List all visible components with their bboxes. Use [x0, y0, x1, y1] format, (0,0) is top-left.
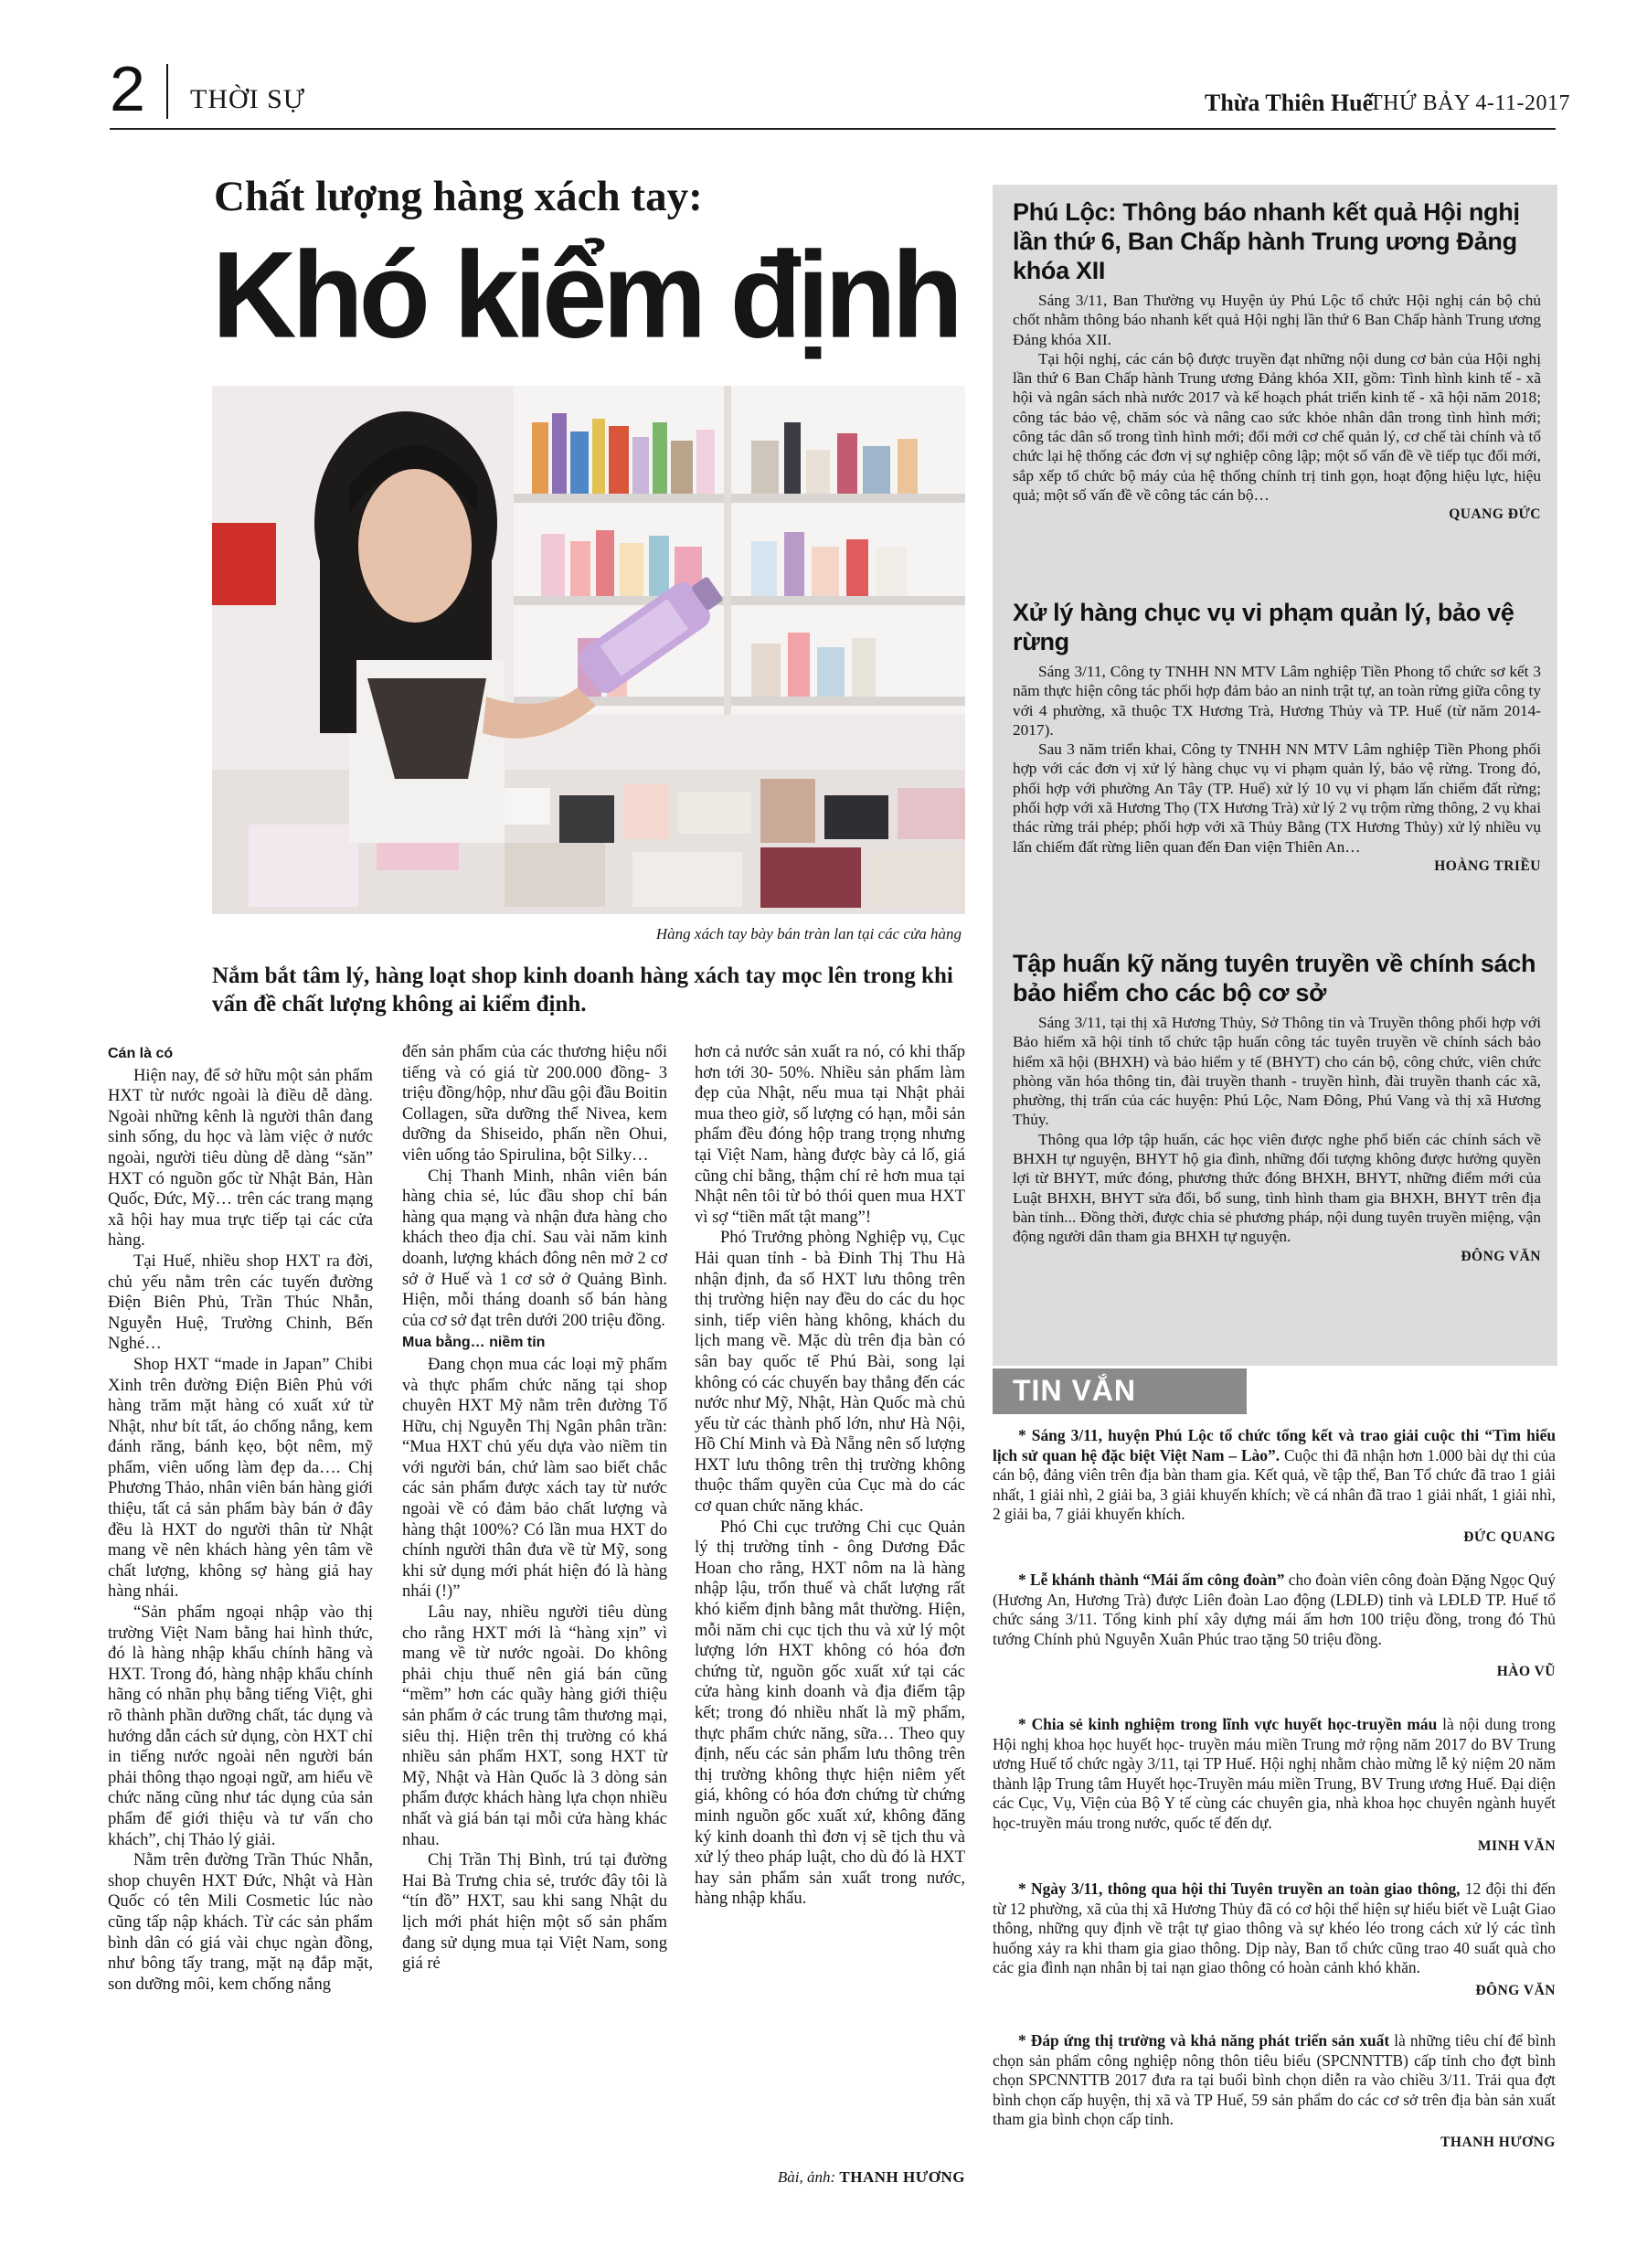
tin-van-item — [993, 1571, 1556, 1682]
article-byline — [695, 2168, 965, 2187]
item-text: Cuộc thi đã nhận hơn 1.000 bài dự thi của cán bộ, đảng viên trên địa bàn tham gia. Kết quả, về tập thể, Ban Tổ chức đã trao 1 giải nhất, 1 giải nhì, 2 giải ba, 3 giải khuyến khích; về cá nhân đã trao 1 giải nhất, 1 giải nhì, 2 giải ba, 7 giải khuyến khích. — [993, 1445, 1556, 1524]
article-sapo: Nắm bắt tâm lý, hàng loạt shop kinh doanh hàng xách tay mọc lên trong khi vấn đề chất lượng không ai kiểm định. — [212, 964, 953, 1017]
tin-van-item — [993, 2031, 1556, 2153]
subheading: Mua bằng… niềm tin — [402, 1335, 546, 1351]
tin-van-item — [993, 1879, 1556, 2001]
article-column-2 — [402, 1042, 667, 1975]
brief-author: ĐÔNG VĂN — [1461, 1248, 1541, 1264]
brief-paragraph: Sau 3 năm triển khai, Công ty TNHH NN MTV Lâm nghiệp Tiền Phong phối hợp với các đơn vị xử lý hàng chục vụ vi phạm quản lý, bảo vệ rừng. Trong đó, phối hợp với phường An Tây (TP. Huế) xử lý 10 vụ vi phạm lấn chiếm đất rừng; phối hợp với xã Hương Thọ (TX Hương Trà) xử lý 2 vụ trộm rừng thông, 2 vụ khai thác rừng trái phép; phối hợp với xã Thủy Bằng (TX Hương Thủy) xử lý nhiều vụ lấn chiếm đất rừng liên quan đến Đan viện Thiên An… — [1013, 740, 1541, 856]
issue-date: THỨ BẢY 4-11-2017 — [1369, 91, 1570, 115]
paragraph: đến sản phẩm của các thương hiệu nổi tiếng và có giá từ 200.000 đồng- 3 triệu đồng/hộp, như dầu gội đầu Boitin Collagen, sữa dưỡng thể Nivea, kem dưỡng da Shiseido, phấn nền Ohui, viên uống tảo Spirulina, bột Silky… — [402, 1042, 667, 1165]
paragraph: “Sản phẩm ngoại nhập vào thị trường Việt Nam bằng hai hình thức, đó là hàng nhập khẩu chính hãng và HXT. Trong đó, hàng nhập khẩu chính hãng có nhãn phụ bằng tiếng Việt, ghi rõ thành phần dưỡng chất, tác dụng và hướng dẫn cách sử dụng, còn HXT chỉ in tiếng nước ngoài nên người bán phải thông thạo ngoại ngữ, am hiểu về chức năng cũng như tác dụng của sản phẩm để giới thiệu và tư vấn cho khách”, chị Thảo lý giải. — [108, 1603, 373, 1849]
byline-author: THANH HƯƠNG — [839, 2168, 965, 2186]
brief-author: HOÀNG TRIỀU — [1434, 857, 1541, 874]
item-lead: * Chia sẻ kinh nghiệm trong lĩnh vực huyết học-truyền máu — [1018, 1715, 1438, 1733]
brief-author: QUANG ĐỨC — [1449, 506, 1541, 523]
paragraph: Phó Trưởng phòng Nghiệp vụ, Cục Hải quan tỉnh - bà Đinh Thị Thu Hà nhận định, đa số HXT lưu thông trên thị trường hiện nay đều do các du học sinh, tiếp viên hàng không, khách du lịch mang về. Mặc dù trên địa bàn có sân bay quốc tế Phú Bài, song lại không có các chuyến bay thẳng đến các nước như Mỹ, Nhật, Hàn Quốc mà chủ yếu từ các thành phố lớn, như Hà Nội, Hồ Chí Minh và Đà Nẵng nên số lượng HXT lưu thông trên thị trường không thuộc thẩm quyền của Cục mà do các cơ quan chức năng khác. — [695, 1228, 965, 1517]
news-brief-box — [993, 185, 1557, 1366]
photo-caption: Hàng xách tay bày bán tràn lan tại các cửa hàng — [655, 925, 962, 942]
section-title: THỜI SỰ — [190, 84, 306, 114]
paragraph: Đang chọn mua các loại mỹ phẩm và thực phẩm chức năng tại shop chuyên HXT Mỹ nằm trên đường Tố Hữu, chị Nguyễn Thị Ngân phân trần: “Mua HXT chủ yếu dựa vào niềm tin với người bán, chứ làm sao biết chắc các sản phẩm được xách tay từ nước ngoài về có đảm bảo chất lượng và hàng thật 100%? Có lần mua HXT do chính người thân đưa về từ Mỹ, song khi sử dụng mới phát hiện đó là hàng nhái (!)” — [402, 1354, 667, 1602]
newspaper-name: Thừa Thiên Huế — [1205, 90, 1374, 116]
paragraph: Lâu nay, nhiều người tiêu dùng cho rằng HXT mới là “hàng xịn” vì mang về từ nước ngoài. Do không phải chịu thuế nên giá bán cũng “mềm” hơn các quầy hàng giới thiệu sản phẩm ở các trung tâm thương mại, siêu thị. Hiện trên thị trường có khá nhiều sản phẩm HXT, song HXT từ Mỹ, Nhật và Hàn Quốc là 3 dòng sản phẩm được khách hàng lựa chọn nhiều nhất và giá bán tại mỗi cửa hàng khác nhau. — [402, 1603, 667, 1849]
masthead-rule — [110, 128, 1556, 130]
paragraph: Hiện nay, để sở hữu một sản phẩm HXT từ nước ngoài là điều dễ dàng. Ngoài những kênh là người thân đang sinh sống, du học và làm việc ở nước ngoài, người tiêu dùng dễ dàng “săn” HXT có nguồn gốc từ Nhật Bản, Hàn Quốc, Đức, Mỹ… trên các trang mạng xã hội hay mua trực tiếp tại các cửa hàng. — [108, 1065, 373, 1251]
subheading: Cán là có — [108, 1046, 174, 1061]
article-headline: Khó kiểm định — [212, 226, 959, 365]
brief-paragraph: Sáng 3/11, Công ty TNHH NN MTV Lâm nghiệp Tiền Phong tổ chức sơ kết 3 năm thực hiện công tác phối hợp đảm bảo an ninh trật tự, an toàn rừng giữa công ty với 4 phường, xã thuộc TX Hương Trà, Hương Thủy và TP. Huế (từ năm 2014-2017). — [1013, 663, 1541, 739]
paragraph: Phó Chi cục trưởng Chi cục Quản lý thị trường tỉnh - ông Dương Đắc Hoan cho rằng, HXT nôm na là hàng nhập lậu, trốn thuế và chất lượng rất khó kiểm định bằng mắt thường. Hiện, mỗi năm chi cục tịch thu và xử lý một lượng lớn HXT không có hóa đơn chứng từ, nguồn gốc xuất xứ tại các cửa hàng kinh doanh và địa điểm tập kết; trong đó nhiều nhất là mỹ phẩm, thực phẩm chức năng, sữa… Theo quy định, nếu các sản phẩm lưu thông trên thị trường không thực hiện niêm yết giá, không có hóa đơn chứng từ chứng minh nguồn gốc xuất xứ, không đăng ký kinh doanh thì đơn vị sẽ tịch thu và xử lý theo pháp luật, cho dù đó là HXT hay sản phẩm sản xuất trong nước, hàng nhập khẩu. — [695, 1517, 965, 1909]
brief-title: Tập huấn kỹ năng tuyên truyền về chính sách bảo hiểm cho các bộ cơ sở — [1013, 950, 1536, 1006]
item-text: là những tiêu chí để bình chọn sản phẩm công nghiệp nông thôn tiêu biểu (SPCNNTTB) cấp tỉnh cho đợt bình chọn SPCNNTTB 2017 đưa ra tại buổi bình chọn diễn ra vào chiều 3/11. Trải qua đợt bình chọn cấp huyện, thị xã và TP Huế, 59 sản phẩm do các cơ sở trên địa bàn sản xuất tham gia bình chọn cấp tỉnh. — [993, 2031, 1557, 2129]
item-author: ĐÔNG VĂN — [1475, 1982, 1556, 1998]
shop-photo-illustration — [212, 386, 965, 914]
news-brief — [1013, 949, 1541, 1265]
paragraph: Chị Trần Thị Bình, trú tại đường Hai Bà Trưng chia sẻ, trước đây tôi là “tín đồ” HXT, sau khi sang Nhật du lịch mới phát hiện một số sản phẩm đang sử dụng mua tại Việt Nam, song giá rẻ — [402, 1850, 667, 1974]
news-brief — [1013, 197, 1541, 523]
tin-van-label: TIN VẮN — [1013, 1374, 1136, 1407]
page-number: 2 — [110, 53, 145, 124]
paragraph: Nằm trên đường Trần Thúc Nhẫn, shop chuyên HXT Đức, Nhật và Hàn Quốc có tên Mili Cosmetic lúc nào cũng tấp nập khách. Từ các sản phẩm bình dân có giá vài chục ngàn đồng, như bông tẩy trang, mặt nạ đắp mặt, son dưỡng môi, kem chống nắng — [108, 1850, 373, 1994]
news-brief — [1013, 598, 1541, 875]
item-text: 12 đội thi đến từ 12 phường, xã của thị xã Hương Thủy đã có cơ hội thể hiện sự hiểu biết về Luật Giao thông, những quy định về trật tự giao thông và sự khéo léo trong cách xử lý các tình huống xảy ra khi tham gia giao thông. Dịp này, Ban tổ chức cũng trao 40 suất quà cho các gia đình nạn nhân bị tai nạn giao thông có hoàn cảnh khó khăn. — [993, 1879, 1556, 1977]
item-lead: * Sáng 3/11, huyện Phú Lộc tổ chức tổng kết và trao giải cuộc thi “Tìm hiểu lịch sử quan hệ đặc biệt Việt Nam – Lào”. — [993, 1426, 1556, 1464]
item-author: ĐỨC QUANG — [1463, 1528, 1556, 1545]
paragraph: hơn cả nước sản xuất ra nó, có khi thấp hơn tới 30- 50%. Nhiều sản phẩm làm đẹp của Nhật, nếu mua tại Nhật phải mua theo giờ, số lượng có hạn, mỗi sản phẩm đều đóng hộp trang trọng nhưng tại Việt Nam, hàng được bày cả lố, giá cũng chỉ bằng, thậm chí rẻ hơn mua tại Nhật nên tôi từ bỏ thói quen mua HXT vì sợ “tiền mất tật mang”! — [695, 1042, 965, 1227]
masthead-divider — [166, 64, 168, 119]
item-lead: * Ngày 3/11, thông qua hội thi Tuyên truyền an toàn giao thông, — [1018, 1879, 1461, 1898]
article-column-1 — [108, 1042, 373, 1995]
item-text: cho đoàn viên công đoàn Đặng Ngọc Quý (Hương An, Hương Trà) được Liên đoàn Lao động (LĐLĐ) tỉnh và LĐLĐ TP. Huế tổ chức sáng 3/11. Tổng kinh phí xây dựng mái ấm hơn 100 triệu đồng, trong đó Thủ tướng Chính phủ Nguyễn Xuân Phúc trao tặng 50 triệu đồng. — [993, 1571, 1556, 1648]
item-author: HÀO VŨ — [1496, 1664, 1556, 1680]
tin-van-item — [993, 1426, 1556, 1548]
paragraph: Chị Thanh Minh, nhân viên bán hàng chia sẻ, lúc đầu shop chỉ bán hàng qua mạng và nhận đưa hàng cho khách theo địa chỉ. Sau vài năm kinh doanh, lượng khách đông nên mở 2 cơ sở ở Huế và 1 cơ sở ở Quảng Bình. Hiện, mỗi tháng doanh số bán hàng của cơ sở đạt trên dưới 200 triệu đồng. — [402, 1166, 667, 1330]
brief-paragraph: Thông qua lớp tập huấn, các học viên được nghe phổ biến các chính sách về BHXH tự nguyện, BHYT hộ gia đình, những đối tượng không được hưởng quyền lợi từ BHYT, mức đóng, phương thức đóng BHXH, BHYT, những điểm mới của Luật BHXH, BHYT sửa đổi, bổ sung, tình hình tham gia BHXH, BHYT trên địa bàn tỉnh... Đồng thời, được chia sẻ phương pháp, nội dung tuyên truyền miệng, vận động người dân tham gia BHXH tự nguyện. — [1013, 1130, 1541, 1246]
paragraph: Shop HXT “made in Japan” Chibi Xinh trên đường Điện Biên Phủ với hàng trăm mặt hàng có xuất xứ từ Nhật, như bít tất, áo chống nắng, kem đánh răng, bánh kẹo, bột nêm, mỹ phẩm, viên uống làm đẹp da…. Chị Phương Thảo, nhân viên bán hàng giới thiệu, tất cả sản phẩm bày bán ở đây đều là HXT do người thân từ Nhật mang về nên khách hàng yên tâm về chất lượng, không sợ hàng giả hay hàng nhái. — [108, 1354, 373, 1602]
item-author: THANH HƯƠNG — [1440, 2134, 1556, 2150]
item-author: MINH VĂN — [1477, 1837, 1556, 1854]
paragraph: Tại Huế, nhiều shop HXT ra đời, chủ yếu nằm trên các tuyến đường Điện Biên Phủ, Trần Thúc Nhẫn, Nguyễn Huệ, Trường Chinh, Bến Nghé… — [108, 1251, 373, 1354]
brief-paragraph: Sáng 3/11, tại thị xã Hương Thủy, Sở Thông tin và Truyền thông phối hợp với Bảo hiểm xã hội tỉnh tổ chức tập huấn công tác tuyên truyền về chính sách bảo hiểm xã hội (BHXH) và bảo hiểm y tế (BHYT) cho cán bộ, công chức, viên chức phòng văn hóa thông tin, đài truyền thanh - truyền hình, đài truyền thanh các xã, phường, thị trấn của các huyện: Phú Lộc, Nam Đông, Phú Vang và thị xã Hương Thủy. — [1013, 1014, 1541, 1129]
brief-paragraph: Tại hội nghị, các cán bộ được truyền đạt những nội dung cơ bản của Hội nghị lần thứ 6 Ban Chấp hành Trung ương Đảng khóa XII, gồm: Tình hình kinh tế - xã hội và ngân sách nhà nước 2017 và kế hoạch phát triển kinh tế - xã hội năm 2018; công tác bảo vệ, chăm sóc và nâng cao sức khỏe nhân dân trong tình hình mới; công tác dân số trong tình hình mới; đổi mới cơ chế quản lý, cơ chế tài chính và tổ chức lại hệ thống các đơn vị sự nghiệp công lập; một số vấn đề về tiếp tục đổi mới, sắp xếp tổ chức bộ máy của hệ thống chính trị tinh gọn, hoạt động hiệu lực, hiệu quả; một số vấn đề về công tác cán bộ… — [1013, 349, 1541, 504]
brief-paragraph: Sáng 3/11, Ban Thường vụ Huyện ủy Phú Lộc tổ chức Hội nghị cán bộ chủ chốt nhằm thông báo nhanh kết quả Hội nghị lần thứ 6 Ban Chấp hành Trung ương Đảng khóa XII. — [1013, 292, 1541, 348]
item-text: là nội dung trong Hội nghị khoa học huyết học- truyền máu miền Trung mở rộng năm 2017 do BV Trung ương Huế tổ chức ngày 3/11, tại TP Huế. Hội nghị nhằm chào mừng lễ kỷ niệm 20 năm thành lập Trung tâm Huyết học-Truyền máu miền Trung, BV Trung ương Huế. Đại diện các Cục, Vụ, Viện của Bộ Y tế cùng các chuyên gia, nhà khoa học chuyên ngành huyết học-truyền máu trong nước, quốc tế đến dự. — [993, 1715, 1556, 1832]
byline-prefix: Bài, ảnh: — [777, 2168, 836, 2186]
article-photo — [212, 386, 965, 914]
article-kicker: Chất lượng hàng xách tay: — [214, 173, 703, 220]
item-lead: * Đáp ứng thị trường và khả năng phát triển sản xuất — [1018, 2031, 1390, 2050]
brief-title: Phú Lộc: Thông báo nhanh kết quả Hội nghị lần thứ 6, Ban Chấp hành Trung ương Đảng khóa XII — [1013, 198, 1520, 284]
tin-van-item — [993, 1715, 1556, 1856]
article-column-3 — [695, 1042, 965, 1910]
item-lead: * Lễ khánh thành “Mái ấm công đoàn” — [1018, 1571, 1285, 1589]
brief-title: Xử lý hàng chục vụ vi phạm quản lý, bảo vệ rừng — [1013, 599, 1514, 655]
